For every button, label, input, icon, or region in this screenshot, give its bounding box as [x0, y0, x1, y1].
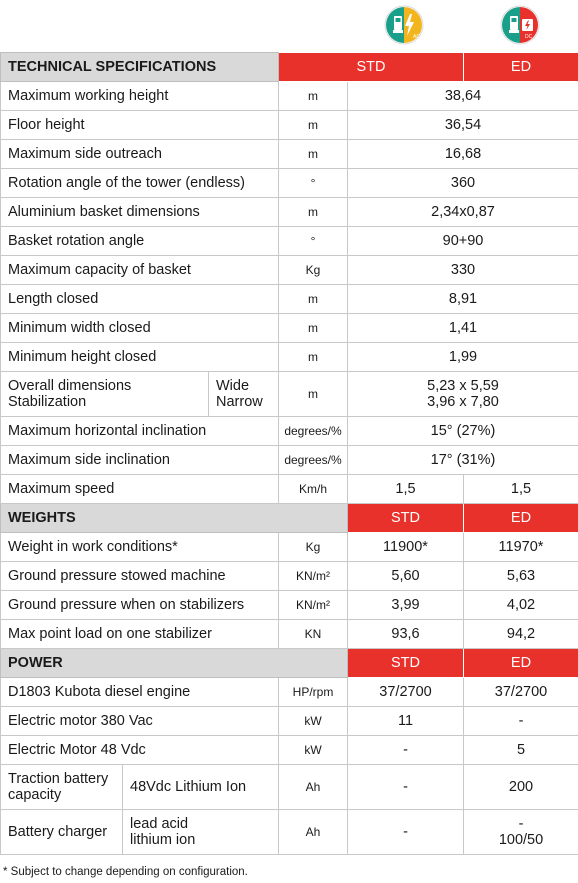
row-label: Aluminium basket dimensions	[1, 198, 279, 227]
row-label: Ground pressure when on stabilizers	[1, 591, 279, 620]
value-wide: 5,23 x 5,59	[427, 378, 499, 394]
row-label: Electric Motor 48 Vdc	[1, 736, 279, 765]
row-label: Maximum capacity of basket	[1, 256, 279, 285]
table-row	[1, 198, 578, 227]
value-std: 5,60	[348, 562, 464, 591]
row-value: 8,91	[348, 285, 578, 314]
row-label: Maximum side outreach	[1, 140, 279, 169]
column-header-ed: ED	[464, 649, 578, 678]
row-label: Weight in work conditions*	[1, 533, 279, 562]
row-unit: HP/rpm	[279, 678, 348, 707]
row-label: Minimum height closed	[1, 343, 279, 372]
row-unit: m	[279, 372, 348, 417]
row-label	[1, 765, 123, 810]
row-label: Maximum side inclination	[1, 446, 279, 475]
row-value: 330	[348, 256, 578, 285]
row-unit: degrees/%	[279, 417, 348, 446]
value-ed: 37/2700	[464, 678, 578, 707]
row-unit: Ah	[279, 765, 348, 810]
value-ed: 200	[464, 765, 578, 810]
table-row-overall-dimensions	[1, 372, 578, 417]
row-label: Maximum speed	[1, 475, 279, 504]
table-row	[1, 314, 578, 343]
sublabel-narrow: Narrow	[216, 394, 263, 410]
table-row	[1, 591, 578, 620]
row-value: 17° (31%)	[348, 446, 578, 475]
row-unit: m	[279, 285, 348, 314]
row-unit: m	[279, 140, 348, 169]
table-row	[1, 678, 578, 707]
value-std: -	[348, 765, 464, 810]
row-value: 1,41	[348, 314, 578, 343]
value-std: 3,99	[348, 591, 464, 620]
row-label: Maximum working height	[1, 82, 279, 111]
section-header-power	[1, 649, 578, 678]
column-header-std: STD	[348, 504, 464, 533]
row-value: 2,34x0,87	[348, 198, 578, 227]
row-unit: kW	[279, 707, 348, 736]
section-header-technical	[1, 53, 578, 82]
value-ed: 5,63	[464, 562, 578, 591]
row-value: 90+90	[348, 227, 578, 256]
table-row	[1, 707, 578, 736]
row-unit: Kg	[279, 256, 348, 285]
row-label: Length closed	[1, 285, 279, 314]
row-unit: m	[279, 343, 348, 372]
value-lead-acid: -	[518, 816, 524, 832]
row-label: Rotation angle of the tower (endless)	[1, 169, 279, 198]
spec-table	[0, 52, 578, 855]
row-label: Basket rotation angle	[1, 227, 279, 256]
value-ed: -	[464, 707, 578, 736]
header-icons	[0, 0, 578, 52]
row-unit: KN/m²	[279, 591, 348, 620]
row-value: 38,64	[348, 82, 578, 111]
value-narrow: 3,96 x 7,80	[427, 394, 499, 410]
table-row	[1, 533, 578, 562]
value-std: -	[348, 736, 464, 765]
row-label: Floor height	[1, 111, 279, 140]
row-unit: °	[279, 227, 348, 256]
section-title: POWER	[1, 649, 348, 678]
column-header-std: STD	[279, 53, 464, 82]
row-unit: m	[279, 82, 348, 111]
row-sublabel: 48Vdc Lithium Ion	[123, 765, 279, 810]
value-ed: 1,5	[464, 475, 578, 504]
column-header-ed: ED	[464, 504, 578, 533]
row-value: 15° (27%)	[348, 417, 578, 446]
row-unit: kW	[279, 736, 348, 765]
row-value: 360	[348, 169, 578, 198]
row-label: Minimum width closed	[1, 314, 279, 343]
value-std: 1,5	[348, 475, 464, 504]
table-row	[1, 562, 578, 591]
fuel-electric-ac-icon	[384, 5, 424, 45]
row-unit: m	[279, 314, 348, 343]
row-label: Maximum horizontal inclination	[1, 417, 279, 446]
row-sublabel	[209, 372, 279, 417]
fuel-electric-dc-icon	[500, 5, 540, 45]
sublabel-wide: Wide	[216, 378, 250, 394]
value-std: 11	[348, 707, 464, 736]
table-row	[1, 475, 578, 504]
row-unit: Km/h	[279, 475, 348, 504]
row-unit: KN/m²	[279, 562, 348, 591]
svg-text:AC: AC	[413, 34, 420, 40]
value-ed: 5	[464, 736, 578, 765]
row-unit: m	[279, 111, 348, 140]
row-label: Battery charger	[1, 810, 123, 855]
table-row	[1, 169, 578, 198]
sublabel-lead-acid: lead acid	[130, 816, 189, 832]
value-ed	[464, 810, 578, 855]
row-value: 16,68	[348, 140, 578, 169]
value-lithium-ion: 100/50	[498, 832, 544, 848]
table-row-traction-battery	[1, 765, 578, 810]
row-unit: Ah	[279, 810, 348, 855]
table-row	[1, 140, 578, 169]
row-label-line1: Overall dimensions	[8, 378, 132, 394]
row-label: Electric motor 380 Vac	[1, 707, 279, 736]
svg-text:DC: DC	[525, 34, 533, 40]
value-std: 37/2700	[348, 678, 464, 707]
row-value: 1,99	[348, 343, 578, 372]
table-row	[1, 227, 578, 256]
row-label: Max point load on one stabilizer	[1, 620, 279, 649]
row-label: D1803 Kubota diesel engine	[1, 678, 279, 707]
table-row	[1, 343, 578, 372]
row-unit: °	[279, 169, 348, 198]
table-row	[1, 417, 578, 446]
footnote: * Subject to change depending on configuration.	[3, 866, 248, 878]
value-ed: 4,02	[464, 591, 578, 620]
table-row	[1, 111, 578, 140]
row-unit: m	[279, 198, 348, 227]
value-std: -	[348, 810, 464, 855]
table-row	[1, 256, 578, 285]
row-unit: degrees/%	[279, 446, 348, 475]
row-unit: Kg	[279, 533, 348, 562]
section-title: WEIGHTS	[1, 504, 348, 533]
row-label-line2: Stabilization	[8, 394, 87, 410]
table-row	[1, 446, 578, 475]
value-ed: 94,2	[464, 620, 578, 649]
row-label-line1: Traction battery	[8, 771, 109, 787]
table-row	[1, 82, 578, 111]
table-row	[1, 736, 578, 765]
table-row-battery-charger	[1, 810, 578, 855]
column-header-ed: ED	[464, 53, 578, 82]
table-row	[1, 620, 578, 649]
column-header-std: STD	[348, 649, 464, 678]
row-sublabel	[123, 810, 279, 855]
table-row	[1, 285, 578, 314]
value-std: 93,6	[348, 620, 464, 649]
row-value: 36,54	[348, 111, 578, 140]
section-title: TECHNICAL SPECIFICATIONS	[1, 53, 279, 82]
row-unit: KN	[279, 620, 348, 649]
sublabel-lithium-ion: lithium ion	[130, 832, 196, 848]
section-header-weights	[1, 504, 578, 533]
row-value	[348, 372, 578, 417]
value-ed: 11970*	[464, 533, 578, 562]
row-label	[1, 372, 209, 417]
row-label-line2: capacity	[8, 787, 62, 803]
value-std: 11900*	[348, 533, 464, 562]
row-label: Ground pressure stowed machine	[1, 562, 279, 591]
